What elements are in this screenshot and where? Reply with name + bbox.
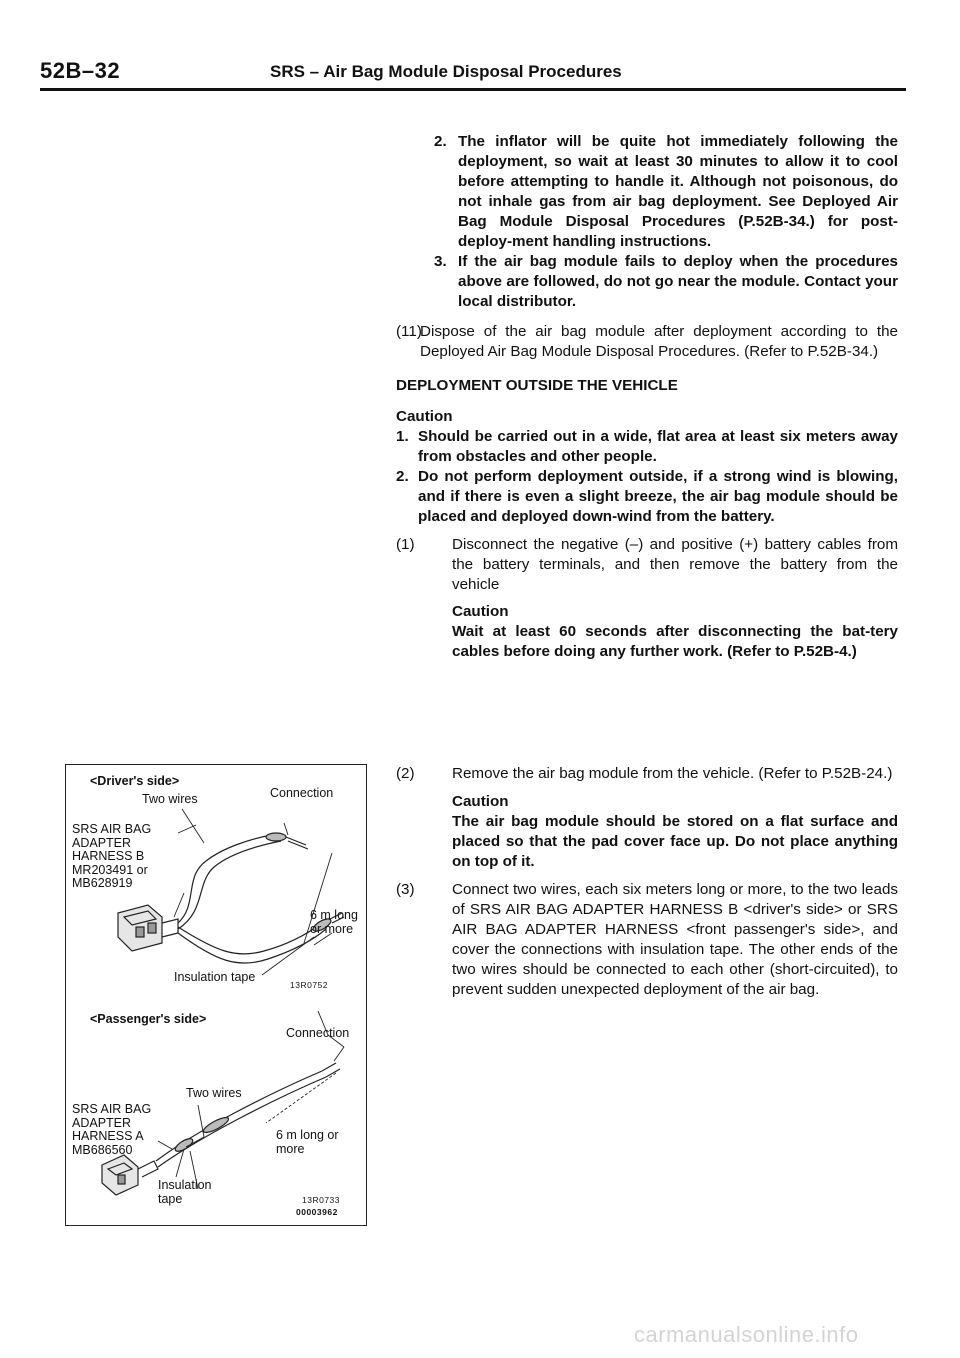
- passenger-side-heading: <Passenger's side>: [90, 1012, 207, 1026]
- note-number: 2.: [434, 133, 447, 150]
- section-heading: DEPLOYMENT OUTSIDE THE VEHICLE: [396, 377, 678, 394]
- driver-wire-1: [178, 835, 271, 923]
- driver-connector-icon: [118, 905, 178, 951]
- passenger-harness-label: SRS AIR BAG ADAPTER HARNESS A MB686560: [72, 1102, 152, 1157]
- driver-two-wires-label: Two wires: [142, 792, 198, 806]
- step-number: (11): [396, 323, 422, 340]
- step-text: Disconnect the negative (–) and positive (+) battery cables from the battery terminals, and then remove the battery from the vehicle: [452, 536, 898, 593]
- passenger-two-wires-label: Two wires: [186, 1086, 242, 1100]
- step-2-caution-label: Caution: [452, 793, 509, 810]
- step-11: [396, 322, 898, 362]
- step-1-caution-label: Caution: [452, 603, 509, 620]
- note-number: 3.: [434, 253, 447, 270]
- driver-side-heading: <Driver's side>: [90, 774, 180, 788]
- upper-text-column: [396, 132, 898, 662]
- figure-id: 00003962: [296, 1207, 338, 1217]
- header-rule: [40, 88, 906, 91]
- passenger-length-label: 6 m long or more: [276, 1128, 339, 1156]
- step-number: (2): [396, 765, 415, 782]
- driver-figure-code: 13R0752: [290, 980, 329, 990]
- step-text: Connect two wires, each six meters long or more, to the two leads of SRS AIR BAG ADAPTER HARNESS B <driver's side> or SRS AIR BAG ADAPTER HARNESS <front passenger's side>, and cover the connections with insulation tape. The other ends of the two wires should be connected to each other (short-circuited), to prevent sudden unexpected deployment of the air bag.: [452, 881, 898, 998]
- driver-harness-label: SRS AIR BAG ADAPTER HARNESS B MR203491 or MB628919: [72, 822, 152, 890]
- note-2: [396, 132, 898, 252]
- note-3: [396, 252, 898, 312]
- step-1: [396, 535, 898, 595]
- passenger-connector-icon: [102, 1155, 158, 1195]
- driver-tape-label: Insulation tape: [174, 970, 256, 984]
- page-number: 52B–32: [40, 58, 121, 83]
- caution-number: 2.: [396, 468, 409, 485]
- wiring-figure: [65, 764, 367, 1226]
- driver-length-label: 6 m long or more: [310, 908, 358, 936]
- step-1-caution-text: Wait at least 60 seconds after disconnecting the bat-tery cables before doing any further work. (Refer to P.52B-4.): [452, 623, 898, 660]
- passenger-tape-label: Insulation tape: [158, 1178, 212, 1206]
- driver-wire-3: [178, 923, 322, 954]
- driver-wire-4: [178, 929, 326, 963]
- note-text: The inflator will be quite hot immediately following the deployment, so wait at least 30 minutes to allow it to cool before attempting to handle it. Although not poisonous, do not inhale gas from air bag deployment. See Deployed Air Bag Module Disposal Procedures (P.52B-34.) for post-deploy-ment handling instructions.: [458, 133, 898, 250]
- step-3: [396, 880, 898, 1000]
- step-2-caution-text: The air bag module should be stored on a flat surface and placed so that the pad cover face up. Do not place anything on top of it.: [452, 813, 898, 870]
- driver-connection-label: Connection: [270, 786, 334, 800]
- note-text: If the air bag module fails to deploy when the procedures above are followed, do not go near the module. Contact your local distributor.: [458, 253, 898, 310]
- step-2: [396, 764, 898, 784]
- caution-label: Caution: [396, 408, 453, 425]
- step-text: Dispose of the air bag module after deployment according to the Deployed Air Bag Module Disposal Procedures. (Refer to P.52B-34.): [420, 323, 898, 360]
- step-number: (3): [396, 881, 415, 898]
- lower-text-column: [396, 764, 898, 1000]
- watermark: carmanualsonline.info: [634, 1322, 859, 1347]
- step-text: Remove the air bag module from the vehicle. (Refer to P.52B-24.): [452, 765, 893, 782]
- passenger-figure-code: 13R0733: [302, 1195, 341, 1205]
- driver-wire-2: [178, 841, 281, 929]
- caution-2: [396, 467, 898, 527]
- caution-text: Should be carried out in a wide, flat area at least six meters away from obstacles and other people.: [418, 428, 898, 465]
- step-number: (1): [396, 536, 415, 553]
- page-title: SRS – Air Bag Module Disposal Procedures: [270, 62, 622, 81]
- caution-1: [396, 427, 898, 467]
- passenger-connection-label: Connection: [286, 1026, 350, 1040]
- caution-number: 1.: [396, 428, 409, 445]
- caution-text: Do not perform deployment outside, if a strong wind is blowing, and if there is even a slight breeze, the air bag module should be placed and deployed down-wind from the battery.: [418, 468, 898, 525]
